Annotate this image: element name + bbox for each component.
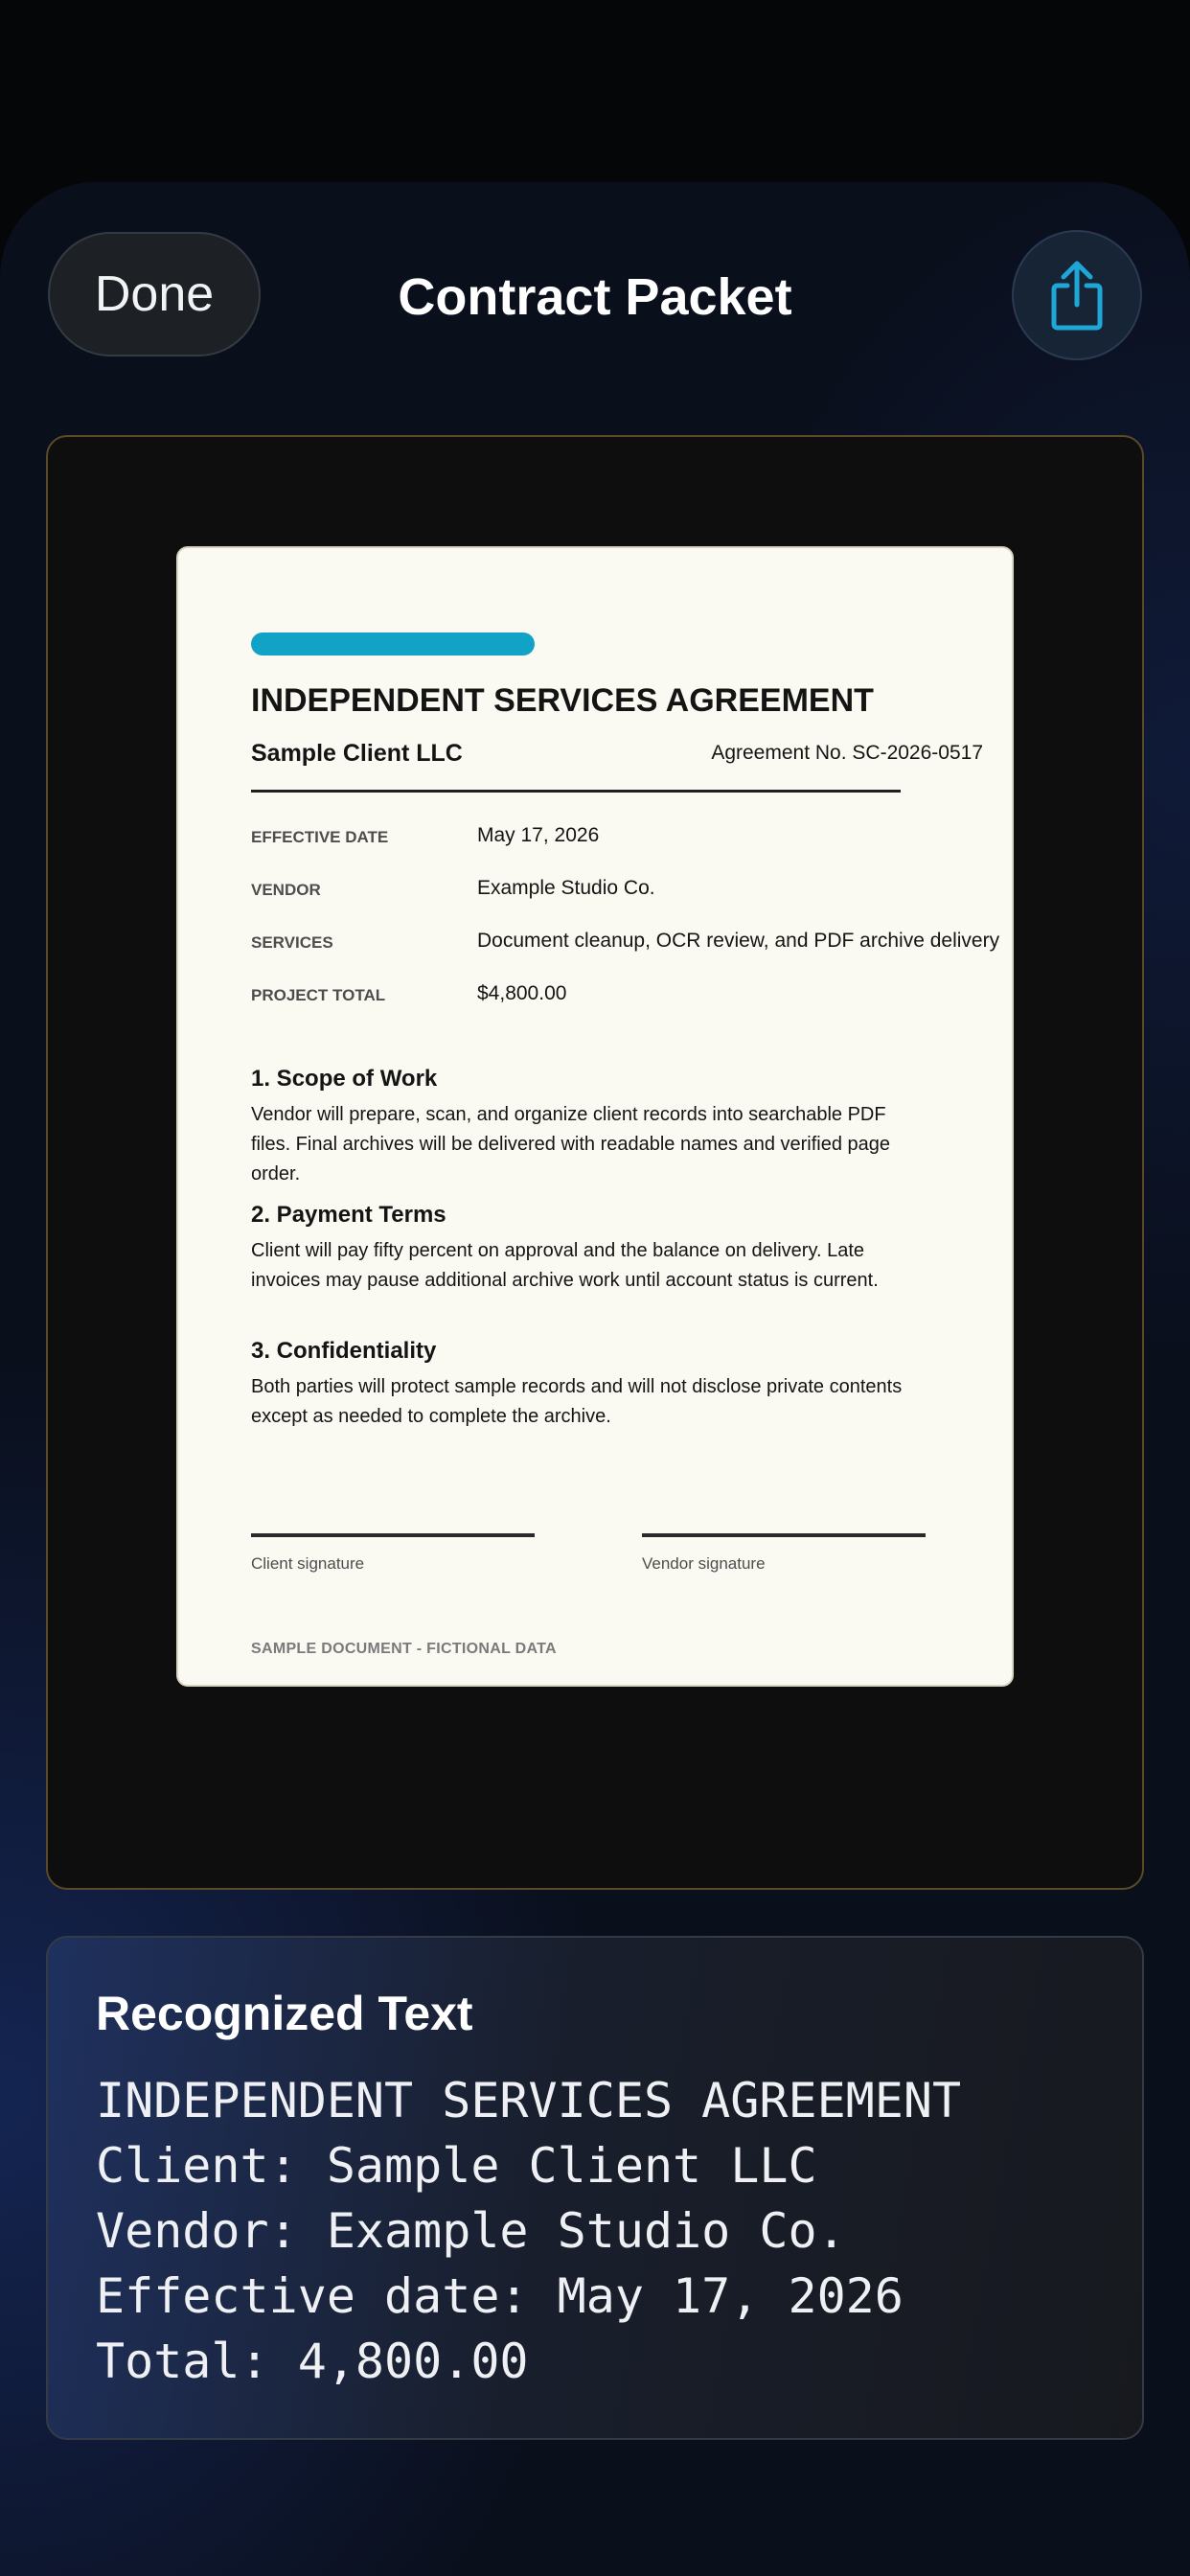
share-button[interactable] <box>1012 230 1142 360</box>
field-label-vendor: VENDOR <box>251 881 321 899</box>
ocr-line: Effective date: May 17, 2026 <box>96 2268 904 2324</box>
field-label-services: SERVICES <box>251 933 333 952</box>
divider <box>251 790 901 793</box>
ocr-line: INDEPENDENT SERVICES AGREEMENT <box>96 2073 962 2128</box>
document-title: INDEPENDENT SERVICES AGREEMENT <box>251 682 874 719</box>
vendor-signature-label: Vendor signature <box>642 1554 766 1573</box>
field-value-project-total: $4,800.00 <box>477 982 567 1004</box>
section-body-confidentiality: Both parties will protect sample records and will not disclose private contents except as needed to complete the archive. <box>251 1376 903 1427</box>
section-heading-scope: 1. Scope of Work <box>251 1066 438 1092</box>
ocr-line: Client: Sample Client LLC <box>96 2138 817 2194</box>
field-value-effective-date: May 17, 2026 <box>477 824 600 846</box>
accent-bar <box>251 632 535 656</box>
section-heading-payment: 2. Payment Terms <box>251 1202 446 1228</box>
page-title: Contract Packet <box>398 268 792 326</box>
field-value-services: Document cleanup, OCR review, and PDF archive delivery <box>477 930 1000 952</box>
share-icon <box>1046 259 1108 332</box>
field-value-vendor: Example Studio Co. <box>477 877 655 899</box>
field-label-project-total: PROJECT TOTAL <box>251 986 386 1004</box>
agreement-number: Agreement No. SC-2026-0517 <box>711 742 983 764</box>
ocr-line: Vendor: Example Studio Co. <box>96 2203 846 2259</box>
client-signature-line <box>251 1533 535 1537</box>
section-heading-confidentiality: 3. Confidentiality <box>251 1338 437 1364</box>
recognized-text-body[interactable] <box>96 2068 961 2394</box>
field-label-effective-date: EFFECTIVE DATE <box>251 828 389 846</box>
client-signature-label: Client signature <box>251 1554 365 1573</box>
section-body-payment: Client will pay fifty percent on approval and the balance on delivery. Late invoices may pause additional archive work until account status is current. <box>251 1240 879 1291</box>
recognized-text-heading: Recognized Text <box>96 1987 473 2040</box>
client-name: Sample Client LLC <box>251 740 463 767</box>
section-body-scope: Vendor will prepare, scan, and organize client records into searchable PDF files. Final archives will be delivered with readable names and verified page order. <box>251 1104 891 1184</box>
vendor-signature-line <box>642 1533 926 1537</box>
document-page <box>176 546 1014 1687</box>
done-button[interactable]: Done <box>48 232 261 356</box>
ocr-line: Total: 4,800.00 <box>96 2334 529 2389</box>
recognized-text-card <box>46 1936 1144 2440</box>
footer-note: SAMPLE DOCUMENT - FICTIONAL DATA <box>251 1641 557 1657</box>
